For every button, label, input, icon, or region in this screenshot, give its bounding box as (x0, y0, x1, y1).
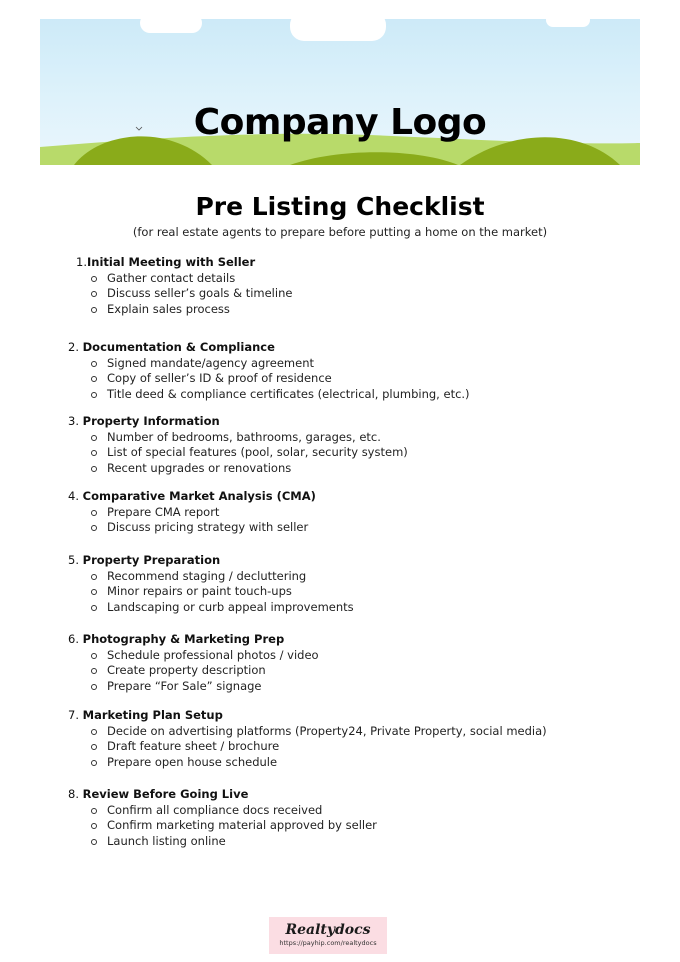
footer-brand: Realtydocs (285, 922, 371, 938)
cloud-center (290, 19, 386, 41)
checklist-item: Launch listing online (107, 834, 226, 849)
cloud-right (546, 19, 590, 27)
section-title: Initial Meeting with Seller (86, 255, 256, 269)
circle-bullet-icon (91, 574, 97, 580)
checklist-item: Confirm all compliance docs received (107, 803, 322, 818)
section-title: Photography & Marketing Prep (82, 632, 285, 646)
section-heading (68, 340, 275, 355)
section-heading (68, 708, 223, 723)
section-number: 2. (68, 340, 79, 354)
section-heading (68, 632, 284, 647)
checklist-item: Recommend staging / decluttering (107, 569, 306, 584)
checklist-item: Prepare “For Sale” signage (107, 679, 262, 694)
circle-bullet-icon (91, 823, 97, 829)
section-title: Marketing Plan Setup (82, 708, 223, 722)
circle-bullet-icon (91, 760, 97, 766)
circle-bullet-icon (91, 589, 97, 595)
section-title: Review Before Going Live (82, 787, 249, 801)
page-title: Pre Listing Checklist (195, 192, 485, 221)
section-number: 7. (68, 708, 79, 722)
section-title: Property Information (82, 414, 220, 428)
company-logo-text: Company Logo (193, 102, 487, 143)
logo-banner (40, 19, 640, 165)
circle-bullet-icon (91, 466, 97, 472)
section-number: 5. (68, 553, 79, 567)
footer-url[interactable]: https://payhip.com/realtydocs (279, 939, 377, 947)
checklist-item: Landscaping or curb appeal improvements (107, 600, 354, 615)
checklist-item: Confirm marketing material approved by seller (107, 818, 377, 833)
section-heading (68, 414, 220, 429)
checklist-item: Gather contact details (107, 271, 235, 286)
circle-bullet-icon (91, 744, 97, 750)
circle-bullet-icon (91, 307, 97, 313)
checklist-item: List of special features (pool, solar, security system) (107, 445, 408, 460)
checklist-item: Signed mandate/agency agreement (107, 356, 314, 371)
circle-bullet-icon (91, 376, 97, 382)
checklist-item: Number of bedrooms, bathrooms, garages, etc. (107, 430, 381, 445)
circle-bullet-icon (91, 653, 97, 659)
hills-illustration (40, 19, 640, 165)
checklist-item: Decide on advertising platforms (Property24, Private Property, social media) (107, 724, 547, 739)
section-number: 4. (68, 489, 79, 503)
cloud-left (140, 19, 202, 33)
page-subtitle: (for real estate agents to prepare before putting a home on the market) (132, 225, 548, 239)
section-heading (68, 489, 316, 504)
checklist-item: Discuss seller’s goals & timeline (107, 286, 292, 301)
section-number: 6. (68, 632, 79, 646)
circle-bullet-icon (91, 291, 97, 297)
circle-bullet-icon (91, 450, 97, 456)
section-number: 8. (68, 787, 79, 801)
circle-bullet-icon (91, 361, 97, 367)
checklist-item: Minor repairs or paint touch-ups (107, 584, 292, 599)
section-number: 1. (76, 255, 87, 269)
section-title: Documentation & Compliance (82, 340, 275, 354)
circle-bullet-icon (91, 510, 97, 516)
circle-bullet-icon (91, 839, 97, 845)
circle-bullet-icon (91, 525, 97, 531)
footer-badge[interactable] (269, 917, 387, 954)
circle-bullet-icon (91, 668, 97, 674)
circle-bullet-icon (91, 684, 97, 690)
checklist-item: Explain sales process (107, 302, 230, 317)
checklist-item: Create property description (107, 663, 266, 678)
checklist-item: Copy of seller’s ID & proof of residence (107, 371, 332, 386)
section-title: Property Preparation (82, 553, 221, 567)
circle-bullet-icon (91, 808, 97, 814)
checklist-item: Discuss pricing strategy with seller (107, 520, 308, 535)
circle-bullet-icon (91, 392, 97, 398)
section-heading (76, 255, 255, 270)
circle-bullet-icon (91, 729, 97, 735)
checklist-item: Prepare open house schedule (107, 755, 277, 770)
circle-bullet-icon (91, 276, 97, 282)
section-number: 3. (68, 414, 79, 428)
section-heading (68, 787, 248, 802)
checklist-item: Schedule professional photos / video (107, 648, 319, 663)
section-heading (68, 553, 220, 568)
checklist-item: Title deed & compliance certificates (electrical, plumbing, etc.) (107, 387, 470, 402)
checklist-item: Prepare CMA report (107, 505, 219, 520)
checklist-item: Recent upgrades or renovations (107, 461, 291, 476)
circle-bullet-icon (91, 435, 97, 441)
checklist-item: Draft feature sheet / brochure (107, 739, 279, 754)
circle-bullet-icon (91, 605, 97, 611)
section-title: Comparative Market Analysis (CMA) (82, 489, 316, 503)
